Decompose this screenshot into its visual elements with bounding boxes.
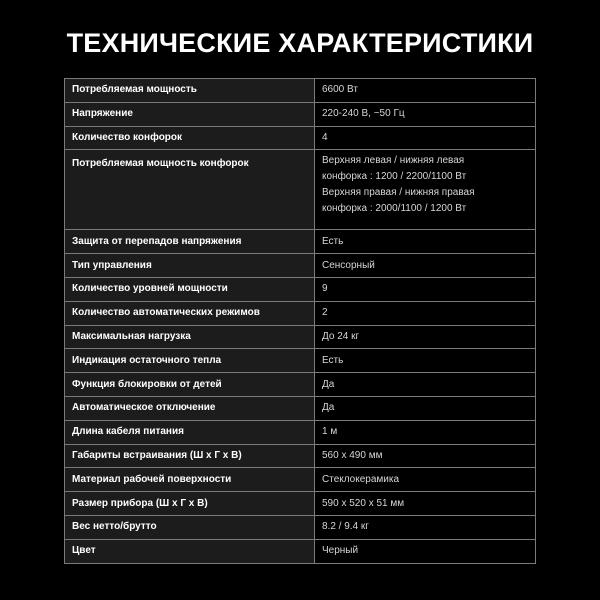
spec-label: Длина кабеля питания <box>65 420 315 444</box>
spec-value: Стеклокерамика <box>315 468 536 492</box>
spec-value-line: конфорка : 1200 / 2200/1100 Вт <box>322 171 467 183</box>
spec-label: Количество уровней мощности <box>65 277 315 301</box>
spec-label: Потребляемая мощность <box>65 79 315 103</box>
table-row <box>65 468 536 492</box>
spec-label: Количество конфорок <box>65 126 315 150</box>
spec-label: Защита от перепадов напряжения <box>65 230 315 254</box>
spec-label: Потребляемая мощность конфорок <box>65 150 315 230</box>
spec-value: 8.2 / 9.4 кг <box>315 515 536 539</box>
table-row <box>65 150 536 230</box>
table-row <box>65 492 536 516</box>
spec-label: Напряжение <box>65 102 315 126</box>
spec-label: Функция блокировки от детей <box>65 373 315 397</box>
page-title: ТЕХНИЧЕСКИЕ ХАРАКТЕРИСТИКИ <box>66 28 534 58</box>
table-row <box>65 79 536 103</box>
table-row <box>65 230 536 254</box>
table-row <box>65 396 536 420</box>
spec-value-line: Верхняя левая / нижняя левая <box>322 155 465 167</box>
spec-value: 6600 Вт <box>315 79 536 103</box>
spec-label: Автоматическое отключение <box>65 396 315 420</box>
table-row <box>65 126 536 150</box>
table-row <box>65 277 536 301</box>
spec-label: Максимальная нагрузка <box>65 325 315 349</box>
spec-value: 2 <box>315 301 536 325</box>
spec-value-line: Верхняя правая / нижняя правая <box>322 187 475 199</box>
spec-value: 1 м <box>315 420 536 444</box>
spec-value: Сенсорный <box>315 254 536 278</box>
spec-value: 220-240 В, ~50 Гц <box>315 102 536 126</box>
table-row <box>65 444 536 468</box>
table-row <box>65 102 536 126</box>
spec-value: До 24 кг <box>315 325 536 349</box>
spec-value: 590 x 520 x 51 мм <box>315 492 536 516</box>
spec-label: Количество автоматических режимов <box>65 301 315 325</box>
table-row <box>65 325 536 349</box>
spec-label: Цвет <box>65 539 315 563</box>
table-row <box>65 515 536 539</box>
spec-label: Габариты встраивания (Ш x Г x В) <box>65 444 315 468</box>
table-row <box>65 254 536 278</box>
spec-value-line: конфорка : 2000/1100 / 1200 Вт <box>322 203 467 215</box>
spec-value: Да <box>315 373 536 397</box>
spec-label: Тип управления <box>65 254 315 278</box>
spec-value: Черный <box>315 539 536 563</box>
spec-value: Да <box>315 396 536 420</box>
table-row <box>65 373 536 397</box>
spec-value: 560 x 490 мм <box>315 444 536 468</box>
spec-label: Размер прибора (Ш x Г x В) <box>65 492 315 516</box>
spec-value: Есть <box>315 230 536 254</box>
spec-value: 9 <box>315 277 536 301</box>
table-row <box>65 301 536 325</box>
spec-label: Индикация остаточного тепла <box>65 349 315 373</box>
specs-table <box>64 78 536 564</box>
spec-value: Есть <box>315 349 536 373</box>
table-row <box>65 539 536 563</box>
spec-label: Вес нетто/брутто <box>65 515 315 539</box>
table-row <box>65 349 536 373</box>
spec-value: 4 <box>315 126 536 150</box>
spec-value <box>315 150 536 230</box>
spec-label: Материал рабочей поверхности <box>65 468 315 492</box>
table-row <box>65 420 536 444</box>
